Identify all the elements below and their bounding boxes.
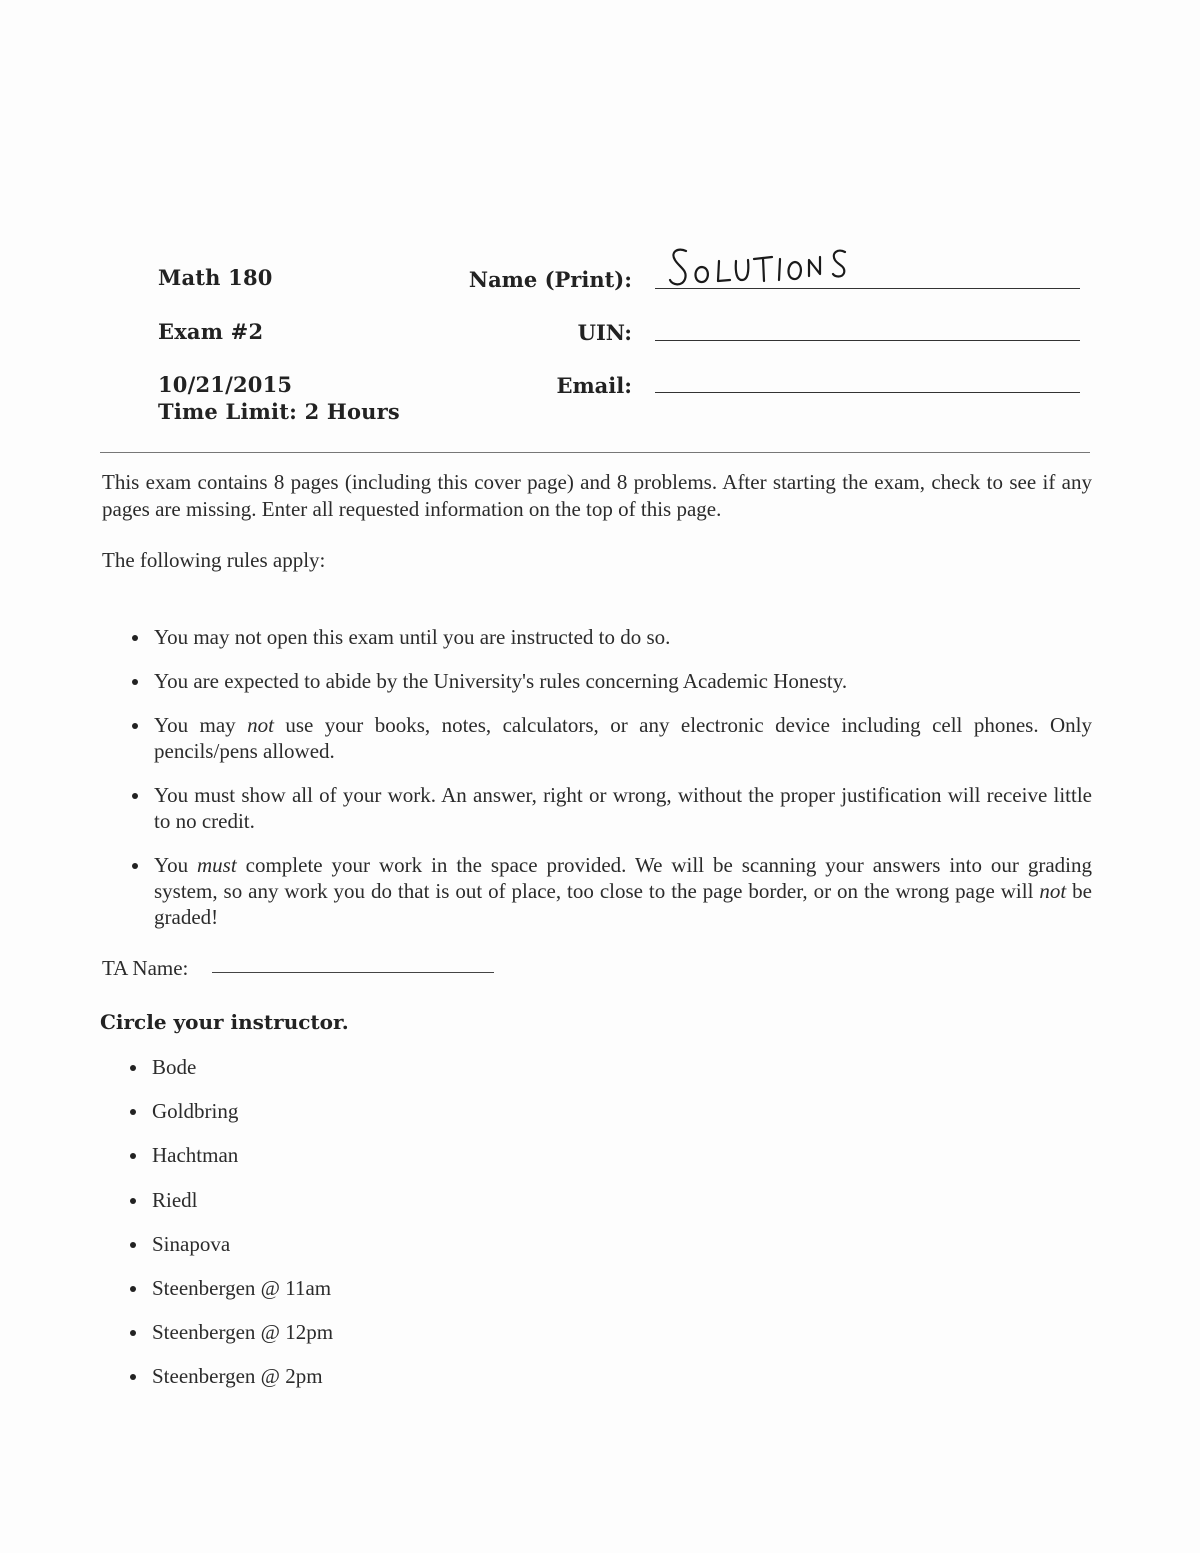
uin-label: UIN: xyxy=(577,320,632,345)
uin-underline xyxy=(655,340,1080,341)
rule-text-part: You may xyxy=(154,713,248,737)
instructor-name: Sinapova xyxy=(152,1231,231,1256)
ta-name-label: TA Name: xyxy=(102,956,189,980)
rule-text: You may not open this exam until you are instructed to do so. xyxy=(154,625,671,649)
email-label: Email: xyxy=(556,373,632,398)
rule-text-part: use your books, notes, calculators, or any electronic device including cell phones. Only pencils/pens allowed. xyxy=(154,713,1093,763)
list-item xyxy=(130,1363,333,1407)
list-item xyxy=(130,1231,333,1275)
rule-text: You are expected to abide by the University's rules concerning Academic Honesty. xyxy=(154,669,848,693)
rule-emphasis: not xyxy=(247,713,274,737)
rules-list xyxy=(132,624,1092,930)
bullet-icon xyxy=(132,723,138,729)
list-item xyxy=(132,782,1092,834)
time-limit: Time Limit: 2 Hours xyxy=(158,399,400,424)
instructor-name: Bode xyxy=(152,1055,197,1079)
bullet-icon xyxy=(130,1198,136,1204)
ta-name-underline xyxy=(212,972,494,973)
rules-intro: The following rules apply: xyxy=(102,548,326,572)
intro-paragraph: This exam contains 8 pages (including this cover page) and 8 problems. After starting the exam, check to see if any pages are missing. Enter all requested information on the top of this page. xyxy=(102,470,1092,521)
instructor-heading: Circle your instructor. xyxy=(100,1010,349,1034)
rule-text: You must show all of your work. An answer, right or wrong, without the proper justification will receive little to no credit. xyxy=(154,783,1092,833)
list-item xyxy=(130,1319,333,1363)
bullet-icon xyxy=(130,1242,136,1248)
header-divider xyxy=(100,452,1090,453)
bullet-icon xyxy=(130,1374,136,1380)
list-item xyxy=(130,1275,333,1319)
rule-emphasis: not xyxy=(1039,879,1067,903)
rule-text-part: complete your work in the space provided. We will be scanning your answers into our grading system, so any work you do that is out of place, too close to the page border, or on the wrong page will xyxy=(154,853,1092,903)
instructor-name: Goldbring xyxy=(152,1099,239,1124)
instructor-list xyxy=(130,1054,333,1408)
list-item xyxy=(132,668,1092,694)
rule-text-part: You xyxy=(154,853,198,877)
rule-text-part: be graded! xyxy=(154,879,1092,929)
name-underline xyxy=(655,288,1080,289)
list-item xyxy=(130,1098,333,1142)
rule-emphasis: must xyxy=(197,853,237,877)
list-item xyxy=(132,712,1092,764)
bullet-icon xyxy=(132,863,138,869)
instructor-name: Steenbergen @ 11am xyxy=(152,1275,332,1300)
instructor-name: Riedl xyxy=(152,1187,198,1212)
list-item xyxy=(130,1054,333,1098)
list-item xyxy=(132,624,1092,650)
bullet-icon xyxy=(130,1153,136,1159)
bullet-icon xyxy=(130,1286,136,1292)
exam-number: Exam #2 xyxy=(158,319,264,344)
bullet-icon xyxy=(130,1065,136,1071)
bullet-icon xyxy=(132,679,138,685)
bullet-icon xyxy=(132,635,138,641)
bullet-icon xyxy=(132,793,138,799)
course-title: Math 180 xyxy=(158,265,273,290)
instructor-name: Hachtman xyxy=(152,1143,239,1168)
bullet-icon xyxy=(130,1330,136,1336)
handwritten-solutions xyxy=(668,243,868,291)
bullet-icon xyxy=(130,1109,136,1115)
instructor-name: Steenbergen @ 2pm xyxy=(152,1364,323,1389)
email-underline xyxy=(655,392,1080,393)
list-item xyxy=(130,1187,333,1231)
list-item xyxy=(130,1142,333,1186)
instructor-name: Steenbergen @ 12pm xyxy=(152,1320,334,1345)
list-item xyxy=(132,852,1092,930)
exam-date: 10/21/2015 xyxy=(158,372,293,397)
name-label: Name (Print): xyxy=(468,267,632,292)
